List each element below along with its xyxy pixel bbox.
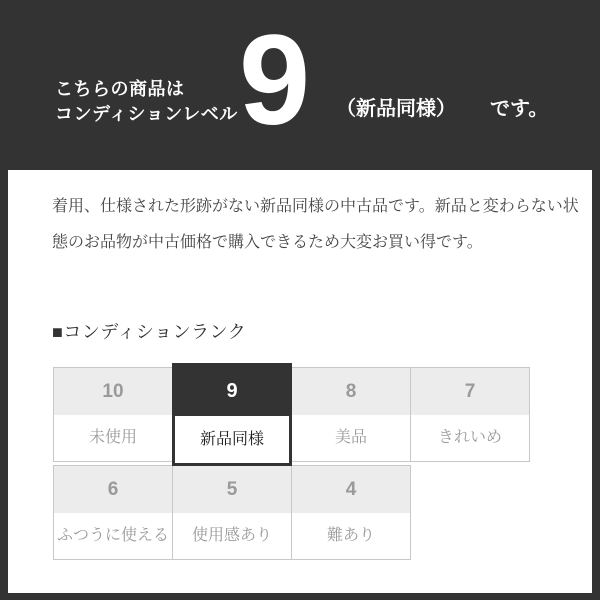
condition-banner: [0, 0, 600, 170]
rank-cell: [172, 465, 292, 560]
content-panel: [8, 170, 592, 593]
rank-cell-number: 5: [173, 466, 291, 513]
rank-cell-active: [172, 363, 292, 466]
rank-cell-number: 6: [54, 466, 172, 513]
rank-cell: [291, 465, 411, 560]
condition-level-number: 9: [239, 9, 311, 153]
rank-cell-label: きれいめ: [437, 429, 502, 446]
rank-cell-number: 8: [292, 368, 410, 415]
rank-cell-number: 9: [175, 366, 289, 416]
rank-cell-label: 新品同様: [175, 416, 289, 463]
banner-intro-line1: こちらの商品は: [55, 79, 185, 99]
rank-cell: [291, 367, 411, 462]
condition-rank-heading: ■コンディションランク: [52, 322, 247, 342]
rank-cell: [53, 465, 173, 560]
condition-level-label: （新品同様）: [336, 98, 456, 120]
condition-table-row-1: [53, 367, 530, 466]
rank-cell-label: ふつうに使える: [56, 527, 169, 544]
banner-intro-line2: コンディションレベル: [55, 104, 238, 124]
rank-cell-label: 未使用: [88, 429, 137, 446]
rank-cell-number: 4: [292, 466, 410, 513]
condition-table-row-2: [53, 465, 411, 560]
rank-cell-label: 難あり: [326, 527, 375, 544]
condition-description: 着用、仕様された形跡がない新品同様の中古品です。新品と変わらない状態のお品物が中古価格で購入できるため大変お買い得です。: [52, 198, 579, 251]
rank-cell-number: 10: [54, 368, 172, 415]
rank-cell-number: 7: [411, 368, 529, 415]
banner-suffix-text: です。: [490, 98, 549, 120]
rank-cell-label: 美品: [334, 429, 367, 446]
rank-cell: [53, 367, 173, 462]
banner-intro-text: [55, 77, 238, 127]
rank-cell-label: 使用感あり: [191, 527, 272, 544]
rank-cell: [410, 367, 530, 462]
